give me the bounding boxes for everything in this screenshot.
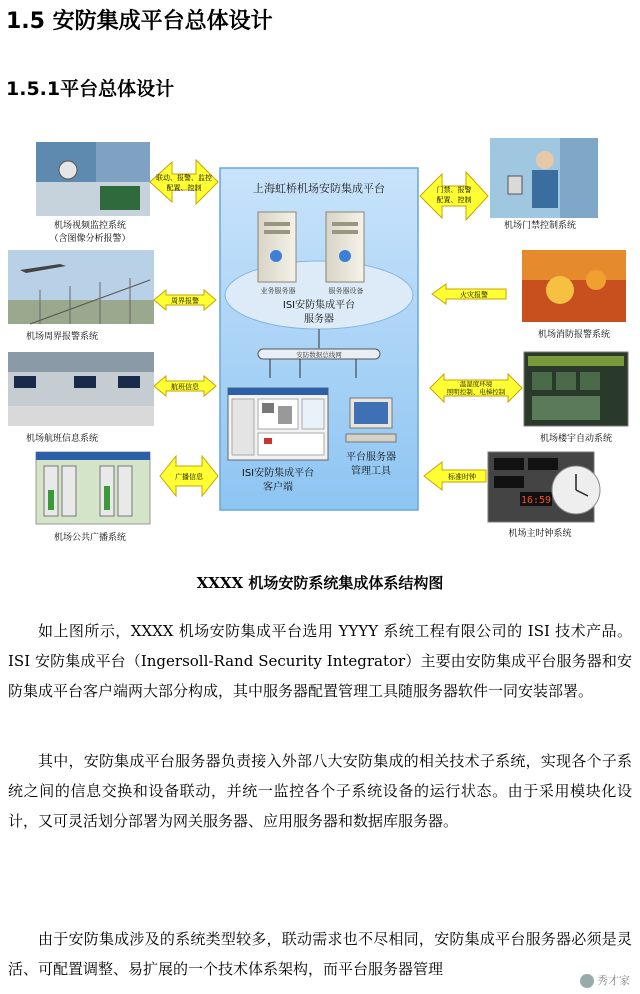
client-screen-icon — [228, 388, 328, 460]
server-group-label-2: 服务器 — [304, 314, 334, 325]
svg-text:广播信息: 广播信息 — [175, 473, 203, 481]
wechat-icon — [580, 974, 594, 988]
client-label-1: ISI安防集成平台 — [241, 468, 315, 479]
video-arrow — [150, 160, 218, 204]
access-control-name: 机场门禁控制系统 — [503, 221, 577, 231]
client-label-2: 客户端 — [263, 482, 293, 493]
flight-info-photo — [8, 352, 154, 426]
svg-text:标准时钟: 标准时钟 — [448, 473, 476, 481]
fire-alarm-name: 机场消防报警系统 — [537, 330, 611, 340]
flight-info-name: 机场航班信息系统 — [25, 434, 99, 444]
master-clock-photo — [488, 452, 600, 522]
paragraph-1: 如上图所示，XXXX 机场安防集成平台选用 YYYY 系统工程有限公司的 ISI 技术产品。ISI 安防集成平台（Ingersoll-Rand Security Integrator）主要由安防集成平台服务器和安防集成平台客户端两大部分构成，其中服务器配置管理工具随服务器软件一同安装部署。 — [8, 622, 632, 700]
svg-text:配置、控制: 配置、控制 — [436, 196, 472, 204]
broadcast-photo — [36, 452, 150, 524]
platform-title: 上海虹桥机场安防集成平台 — [253, 182, 385, 195]
clock-digits: 16:59 — [520, 495, 552, 506]
building-arrow — [430, 374, 522, 402]
broadcast-name: 机场公共广播系统 — [53, 533, 127, 543]
architecture-diagram — [0, 130, 640, 560]
server-a-label: 业务服务器 — [260, 287, 296, 295]
flight-arrow — [154, 376, 216, 396]
svg-text:照明控制、电梯控制: 照明控制、电梯控制 — [446, 388, 506, 396]
svg-text:联动、报警、监控: 联动、报警、监控 — [156, 174, 212, 182]
server-a-icon — [258, 212, 296, 282]
figure-caption: XXXX 机场安防系统集成体系结构图 — [196, 574, 444, 592]
perimeter-photo — [8, 250, 154, 324]
platform-panel — [220, 168, 418, 510]
svg-text:周界报警: 周界报警 — [171, 297, 199, 305]
access-control-photo — [490, 138, 598, 218]
section-heading: 1.5 安防集成平台总体设计 — [6, 9, 273, 34]
clock-arrow — [424, 462, 486, 490]
perimeter-arrow — [154, 290, 216, 310]
building-automation-photo — [524, 352, 628, 426]
video-surveillance-sub: （含图像分析报警） — [49, 234, 131, 244]
watermark: 秀才家 — [580, 972, 630, 988]
mgmt-label-2: 管理工具 — [351, 466, 391, 477]
fire-arrow — [432, 284, 506, 304]
fire-alarm-photo — [522, 250, 626, 322]
svg-text:配置、控制: 配置、控制 — [166, 184, 202, 192]
svg-text:门禁、报警: 门禁、报警 — [436, 186, 472, 194]
perimeter-name: 机场周界报警系统 — [25, 332, 99, 342]
management-pc-icon — [346, 398, 396, 442]
master-clock-name: 机场主时钟系统 — [508, 529, 572, 539]
paragraph-2: 其中，安防集成平台服务器负责接入外部八大安防集成的相关技术子系统，实现各个子系统之间的信息交换和设备联动，并统一监控各个子系统设备的运行状态。由于采用模块化设计，又可灵活划分部署为网关服务器、应用服务器和数据库服务器。 — [8, 752, 632, 830]
svg-text:温湿度环境: 温湿度环境 — [459, 380, 493, 388]
broadcast-arrow — [160, 456, 218, 496]
svg-text:火灾报警: 火灾报警 — [460, 291, 488, 299]
svg-text:航班信息: 航班信息 — [171, 383, 199, 391]
subsection-heading: 1.5.1平台总体设计 — [6, 78, 175, 100]
bus-label: 安防数据总线网 — [296, 351, 342, 359]
video-surveillance-photo — [36, 142, 150, 216]
server-b-label: 服务器设备 — [328, 287, 364, 295]
access-arrow — [420, 172, 488, 220]
paragraph-3: 由于安防集成涉及的系统类型较多，联动需求也不尽相同，安防集成平台服务器必须是灵活、可配置调整、易扩展的一个技术体系架构，而平台服务器管理 — [8, 930, 632, 978]
server-group-label-1: ISI安防集成平台 — [282, 300, 356, 311]
video-surveillance-name: 机场视频监控系统 — [53, 221, 127, 231]
server-b-icon — [326, 212, 364, 282]
mgmt-label-1: 平台服务器 — [346, 452, 396, 463]
building-automation-name: 机场楼宇自动系统 — [539, 434, 613, 444]
